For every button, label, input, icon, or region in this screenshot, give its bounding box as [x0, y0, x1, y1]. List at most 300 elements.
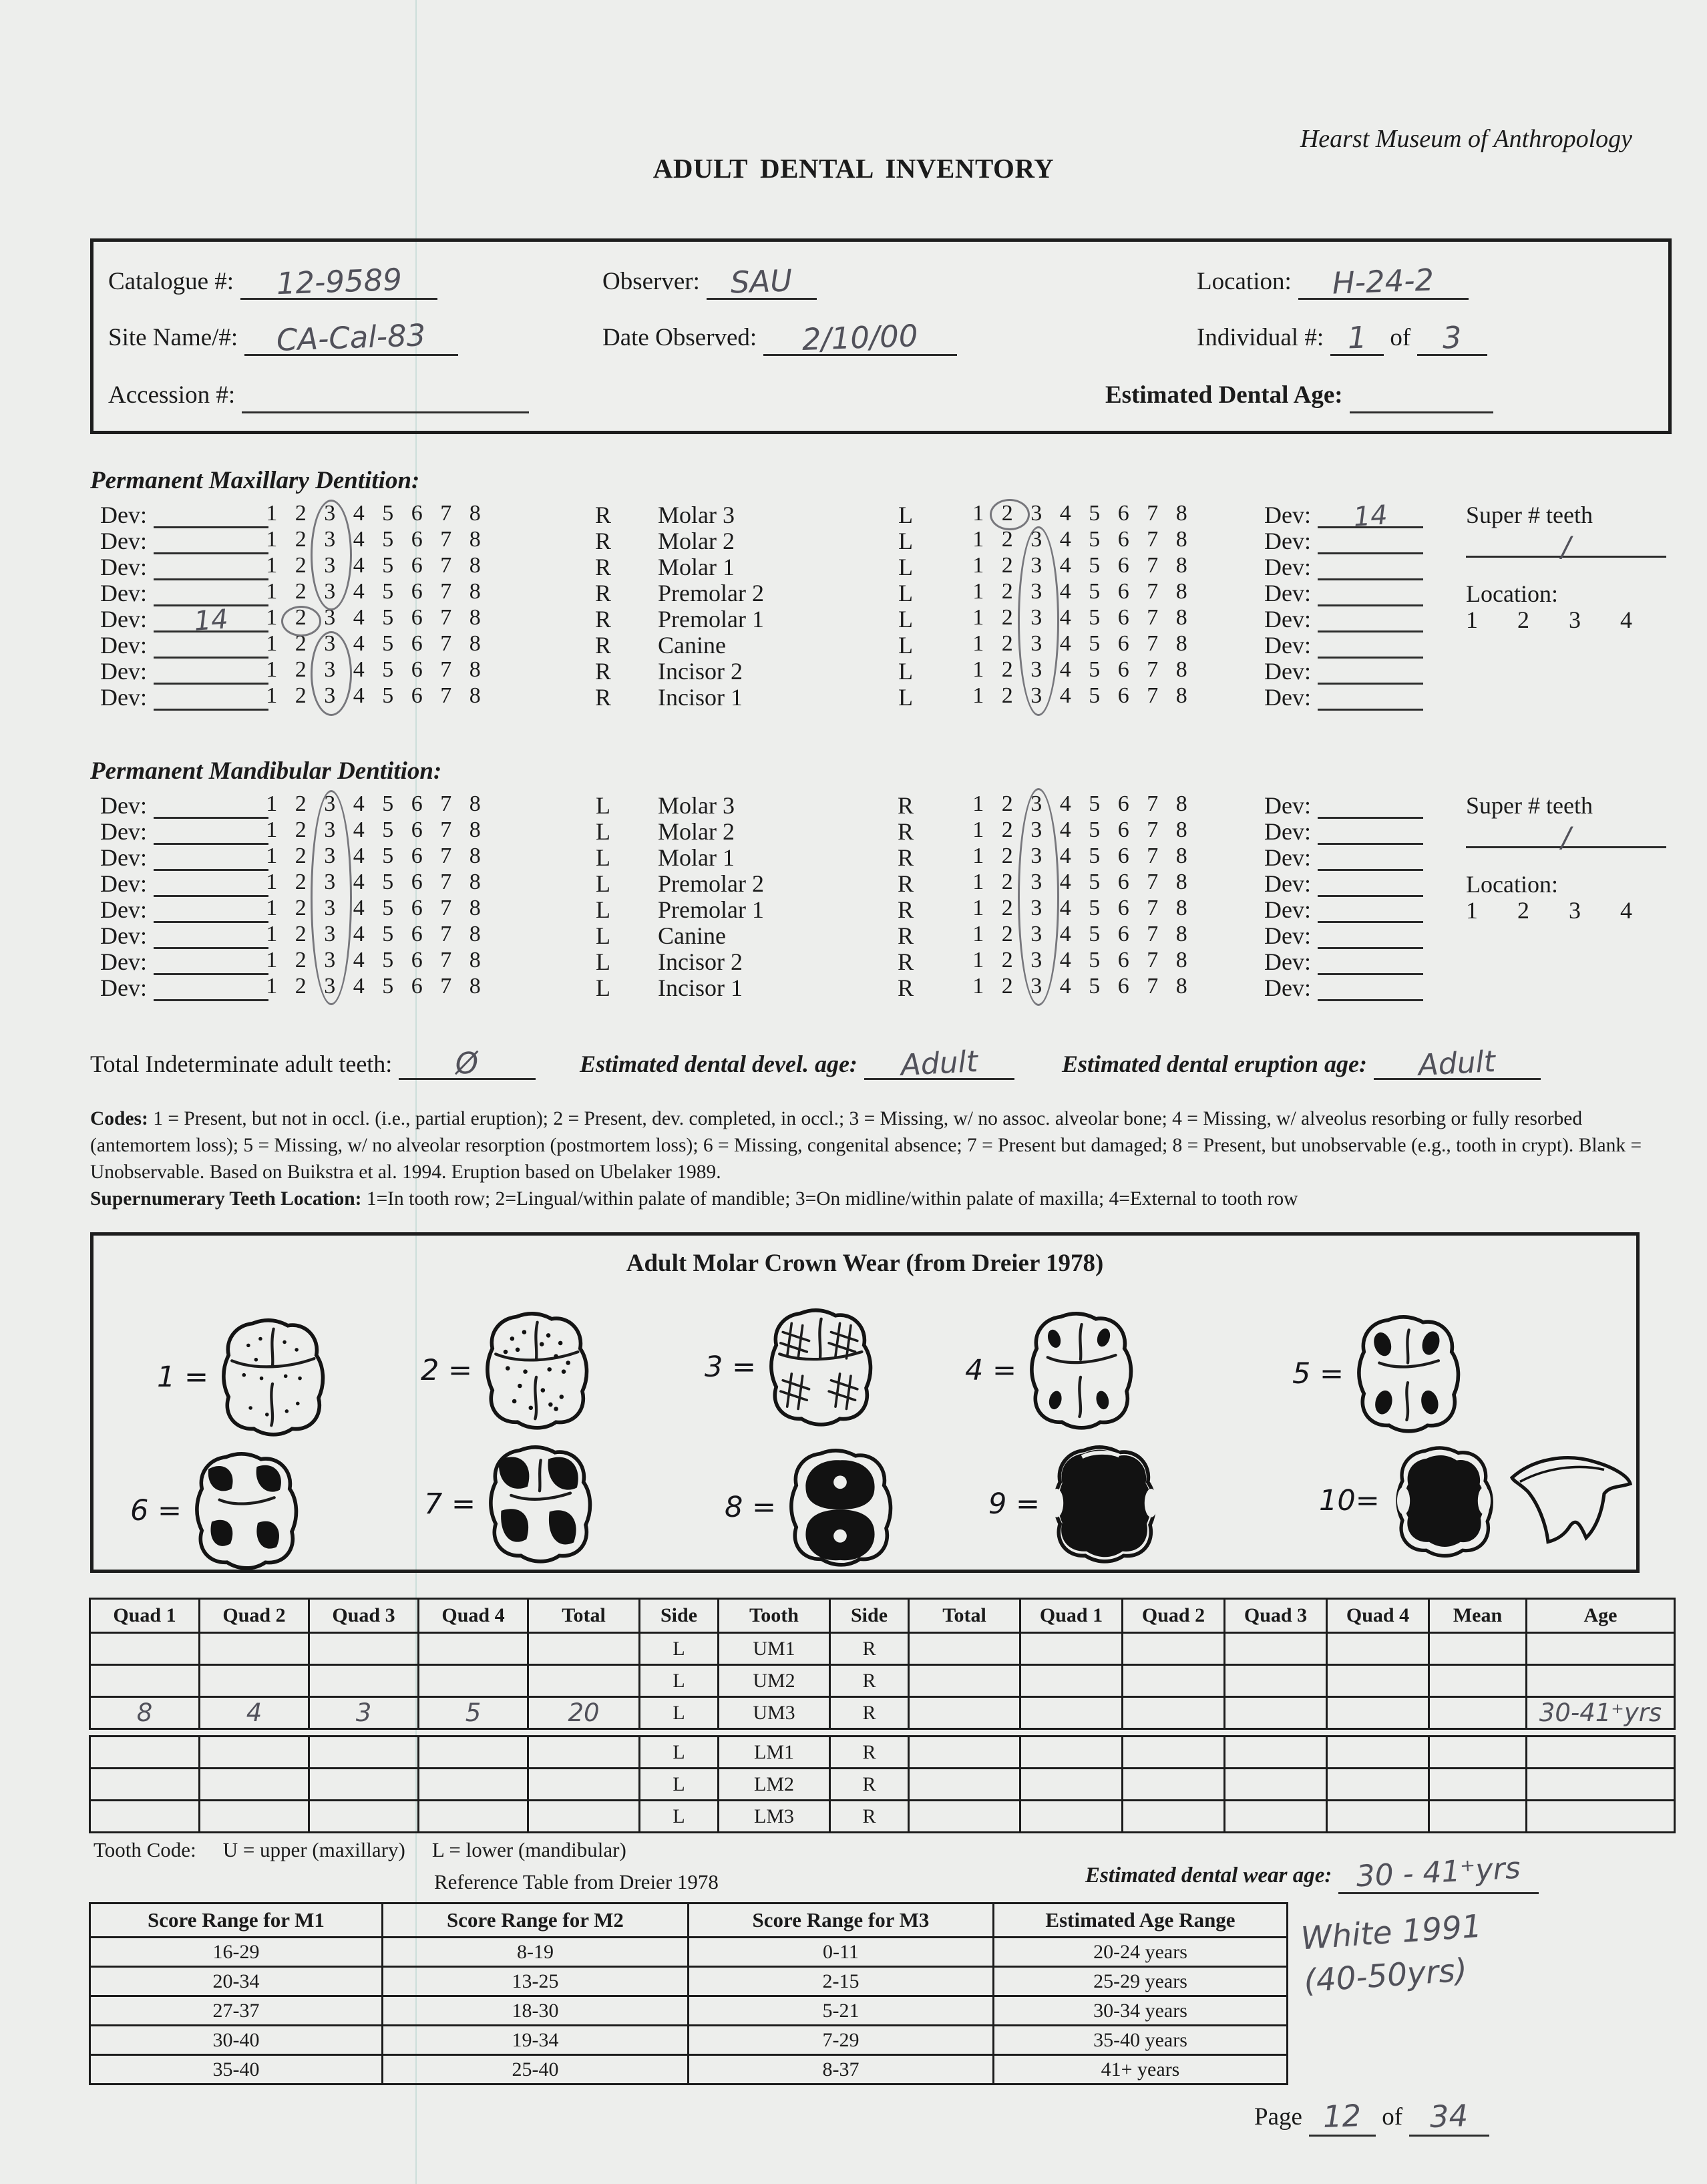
code-digit: 4 [1059, 501, 1071, 526]
code-digit: 6 [411, 527, 423, 552]
code-digit: 7 [1147, 844, 1159, 868]
code-digit: 8 [469, 683, 481, 708]
wear-score-table-lower [89, 1735, 1676, 1833]
code-digit: 6 [1117, 605, 1129, 630]
table-cell: R [830, 1769, 909, 1801]
table-cell [1327, 1737, 1429, 1769]
code-digit: 7 [1147, 896, 1159, 920]
code-digit: 1 [266, 817, 278, 842]
code-digit: 7 [440, 657, 452, 682]
code-digit: 3 [1030, 553, 1042, 578]
code-digit: 7 [440, 605, 452, 630]
dev-value: 14 [192, 604, 229, 637]
table-cell [1429, 1665, 1527, 1697]
code-digit: 1 [972, 896, 984, 920]
code-digit: 8 [1175, 896, 1187, 920]
code-digit: 2 [1001, 844, 1013, 868]
code-digit: 8 [1175, 922, 1187, 946]
code-digit: 4 [1059, 605, 1071, 630]
table-cell [1327, 1697, 1429, 1729]
dev-blank [154, 875, 268, 897]
super-teeth-blank [1466, 530, 1666, 563]
dev-field [100, 501, 268, 529]
table-cell: UM3 [719, 1697, 830, 1729]
code-digit: 5 [1089, 844, 1101, 868]
wear-grade-6 [130, 1449, 302, 1572]
maxillary-section [90, 466, 1693, 741]
code-digit: 5 [1089, 948, 1101, 972]
pencil-oval [1018, 526, 1059, 716]
reference-table-title: Reference Table from Dreier 1978 [434, 1870, 719, 1893]
code-scale [257, 683, 490, 709]
code-digit: 4 [1059, 579, 1071, 604]
dev-label: Dev: [100, 580, 147, 606]
code-digit: 6 [1117, 657, 1129, 682]
code-digit: 3 [1030, 631, 1042, 656]
dev-blank [1318, 610, 1423, 632]
code-scale [964, 870, 1196, 895]
molar-wear-2-icon [480, 1309, 592, 1432]
code-digit: 1 [972, 657, 984, 682]
tooth-name: Molar 1 [658, 844, 735, 871]
table-cell [1225, 1801, 1327, 1833]
table-cell [200, 1769, 309, 1801]
table-cell: 2-15 [689, 1967, 994, 1996]
dev-field [1264, 791, 1423, 820]
code-digit: 6 [411, 974, 423, 998]
code-digit: 1 [972, 844, 984, 868]
wear-grade-label: 1 = [157, 1360, 209, 1394]
code-digit: 5 [382, 791, 394, 816]
dev-label: Dev: [100, 974, 147, 1001]
code-digit: 7 [440, 922, 452, 946]
table-row [90, 1665, 1675, 1697]
code-scale [257, 657, 490, 683]
code-digit: 2 [295, 791, 307, 816]
code-digit: 5 [1089, 922, 1101, 946]
tooth-name: Incisor 1 [658, 974, 743, 1001]
code-digit: 8 [1175, 657, 1187, 682]
code-digit: 8 [469, 657, 481, 682]
table-cell: 20 [528, 1697, 640, 1729]
table-cell [1020, 1633, 1123, 1665]
code-digit: 3 [1030, 896, 1042, 920]
code-digit: 6 [411, 870, 423, 894]
molar-wear-8-icon [784, 1446, 896, 1569]
code-digit: 2 [295, 817, 307, 842]
eruption-age-label: Estimated dental eruption age: [1062, 1051, 1368, 1077]
table-cell [1527, 1665, 1675, 1697]
wear-grade-5 [1292, 1312, 1464, 1435]
dev-blank [154, 901, 268, 923]
side-letter: L [898, 684, 913, 711]
table-cell [1225, 1697, 1327, 1729]
dev-value: 14 [1352, 500, 1388, 533]
individual-total: 3 [1442, 319, 1463, 356]
code-digit: 6 [1117, 501, 1129, 526]
pencil-oval [311, 631, 352, 716]
dev-blank [154, 797, 268, 819]
code-digit: 8 [469, 791, 481, 816]
table-cell [909, 1697, 1020, 1729]
code-digit: 5 [382, 870, 394, 894]
dev-field [100, 922, 268, 950]
column-header: Quad 2 [200, 1599, 309, 1633]
code-digit: 8 [469, 922, 481, 946]
tooth-name: Molar 2 [658, 528, 735, 554]
table-cell [1123, 1801, 1225, 1833]
code-digit: 6 [1117, 791, 1129, 816]
column-header: Score Range for M3 [689, 1903, 994, 1938]
header-box [90, 238, 1672, 434]
dreier-reference-table [89, 1902, 1288, 2085]
dev-field [1264, 657, 1423, 685]
dev-label: Dev: [1264, 974, 1311, 1001]
side-letter: L [898, 528, 913, 554]
dev-field [100, 974, 268, 1002]
pencil-circle [990, 499, 1030, 530]
tooth-code-line [93, 1838, 626, 1862]
side-letter: L [898, 658, 913, 685]
code-digit: 2 [295, 896, 307, 920]
code-digit: 1 [972, 948, 984, 972]
tooth-name: Molar 2 [658, 818, 735, 845]
code-digit: 2 [295, 605, 307, 630]
code-digit: 7 [1147, 817, 1159, 842]
dev-label: Dev: [100, 922, 147, 949]
code-digit: 7 [440, 553, 452, 578]
dev-blank [1318, 875, 1423, 897]
site-label: Site Name/#: [108, 324, 238, 351]
code-digit: 8 [1175, 844, 1187, 868]
dev-field [100, 870, 268, 898]
pencil-oval [311, 790, 352, 1005]
code-digit: 3 [1030, 791, 1042, 816]
table-cell [1225, 1769, 1327, 1801]
dev-blank [154, 927, 268, 949]
super-location-scale [1466, 896, 1673, 924]
dev-label: Dev: [1264, 896, 1311, 923]
code-scale [964, 922, 1196, 947]
code-digit: 6 [1117, 922, 1129, 946]
wear-grade-2 [421, 1309, 592, 1432]
dev-field [1264, 553, 1423, 581]
tooth-name: Premolar 1 [658, 606, 764, 632]
dev-blank [1318, 636, 1423, 659]
side-letter: R [897, 844, 914, 871]
code-digit: 2 [295, 922, 307, 946]
table-cell [1327, 1665, 1429, 1697]
code-digit: 2 [1001, 501, 1013, 526]
code-digit: 4 [1059, 844, 1071, 868]
super-teeth-value: / [1561, 530, 1571, 563]
table-cell [309, 1737, 419, 1769]
table-cell: 20-34 [90, 1967, 383, 1996]
codes-paragraph [90, 1105, 1656, 1186]
code-digit: 1 [972, 791, 984, 816]
table-cell: LM1 [719, 1737, 830, 1769]
super-teeth-blank [1466, 821, 1666, 854]
code-digit: 6 [1117, 683, 1129, 708]
table-cell [1020, 1801, 1123, 1833]
code-digit: 2 [1517, 897, 1529, 924]
dev-blank [154, 953, 268, 975]
code-digit: 5 [382, 527, 394, 552]
side-letter: L [596, 974, 610, 1001]
side-letter: L [596, 870, 610, 897]
code-scale [964, 948, 1196, 973]
code-digit: 4 [353, 527, 365, 552]
wear-grade-label: 5 = [1292, 1357, 1344, 1391]
code-digit: 4 [1059, 683, 1071, 708]
table-cell [1123, 1737, 1225, 1769]
table-row [90, 1737, 1675, 1769]
super-teeth-value: / [1561, 821, 1571, 854]
code-digit: 3 [1030, 844, 1042, 868]
supernumerary-label: Supernumerary Teeth Location: [90, 1188, 362, 1210]
score-table [89, 1598, 1676, 1730]
molar-wear-3-icon [764, 1306, 876, 1429]
code-digit: 3 [1030, 605, 1042, 630]
code-digit: 3 [1030, 922, 1042, 946]
molar-wear-1-icon [216, 1316, 329, 1439]
table-cell [909, 1633, 1020, 1665]
code-digit: 6 [1117, 817, 1129, 842]
dev-label: Dev: [100, 896, 147, 923]
code-digit: 4 [1059, 553, 1071, 578]
table-cell [528, 1633, 640, 1665]
code-digit: 5 [1089, 657, 1101, 682]
code-digit: 3 [324, 683, 336, 708]
code-digit: 5 [382, 579, 394, 604]
dev-blank [154, 823, 268, 845]
individual-field [1197, 319, 1487, 356]
table-cell [1225, 1633, 1327, 1665]
table-cell [1123, 1769, 1225, 1801]
column-header: Total [909, 1599, 1020, 1633]
side-letter: R [594, 502, 611, 528]
code-digit: 4 [353, 922, 365, 946]
eruption-age-blank [1374, 1045, 1541, 1083]
code-digit: 3 [1030, 657, 1042, 682]
table-cell [419, 1737, 528, 1769]
code-digit: 7 [440, 974, 452, 998]
table-cell [1527, 1633, 1675, 1665]
code-digit: 1 [266, 657, 278, 682]
code-digit: 5 [1089, 501, 1101, 526]
code-digit: 7 [1147, 657, 1159, 682]
table-cell [1225, 1665, 1327, 1697]
side-letter: R [594, 606, 611, 632]
code-digit: 2 [295, 631, 307, 656]
table-cell: R [830, 1801, 909, 1833]
code-digit: 6 [411, 817, 423, 842]
code-digit: 7 [440, 896, 452, 920]
code-digit: 2 [1001, 896, 1013, 920]
dev-field [100, 896, 268, 924]
observer-value: SAU [730, 262, 793, 301]
code-digit: 2 [295, 948, 307, 972]
dev-blank [1318, 979, 1423, 1001]
code-digit: 5 [382, 844, 394, 868]
code-digit: 1 [266, 974, 278, 998]
code-digit: 1 [972, 501, 984, 526]
code-digit: 5 [382, 631, 394, 656]
code-digit: 4 [353, 631, 365, 656]
dev-label: Dev: [100, 844, 147, 871]
code-digit: 7 [440, 791, 452, 816]
pencil-oval [311, 500, 352, 610]
tooth-code-upper: U = upper (maxillary) [222, 1838, 405, 1861]
code-digit: 2 [295, 579, 307, 604]
wear-age-label: Estimated dental wear age: [1085, 1863, 1332, 1887]
table-cell [419, 1633, 528, 1665]
table-cell [909, 1665, 1020, 1697]
individual-total-blank [1417, 319, 1487, 356]
code-digit: 8 [1175, 870, 1187, 894]
table-cell [309, 1665, 419, 1697]
side-letter: L [596, 844, 610, 871]
side-letter: R [594, 554, 611, 580]
side-letter: L [898, 580, 913, 606]
code-digit: 7 [1147, 922, 1159, 946]
side-letter: R [594, 528, 611, 554]
table-cell [1429, 1769, 1527, 1801]
wear-age-field [1085, 1851, 1539, 1894]
code-digit: 2 [1001, 870, 1013, 894]
code-digit: 5 [382, 922, 394, 946]
code-digit: 3 [324, 501, 336, 526]
code-digit: 4 [1620, 897, 1632, 924]
code-digit: 5 [1089, 974, 1101, 998]
code-digit: 3 [324, 631, 336, 656]
code-digit: 3 [324, 922, 336, 946]
dev-label: Dev: [1264, 632, 1311, 659]
code-digit: 4 [1059, 657, 1071, 682]
column-header: Mean [1429, 1599, 1527, 1633]
code-digit: 5 [1089, 896, 1101, 920]
table-cell [90, 1801, 200, 1833]
code-digit: 8 [469, 896, 481, 920]
code-digit: 2 [1001, 974, 1013, 998]
code-scale [964, 683, 1196, 709]
table-cell: UM2 [719, 1665, 830, 1697]
note-line: White 1991 [1300, 1907, 1483, 1958]
code-digit: 4 [353, 870, 365, 894]
tooth-name: Canine [658, 922, 726, 949]
code-digit: 5 [1089, 605, 1101, 630]
dev-blank [154, 636, 268, 659]
column-header: Total [528, 1599, 640, 1633]
side-letter: R [897, 792, 914, 819]
dev-label: Dev: [1264, 606, 1311, 632]
code-scale [964, 844, 1196, 869]
table-row [90, 2055, 1288, 2084]
code-scale [257, 791, 490, 817]
code-digit: 5 [1089, 683, 1101, 708]
site-field [108, 317, 458, 358]
code-digit: 4 [353, 844, 365, 868]
column-header: Estimated Age Range [994, 1903, 1288, 1938]
code-digit: 1 [1466, 897, 1478, 924]
dev-field [100, 683, 268, 711]
location-field [1197, 262, 1469, 301]
indeterminate-blank [399, 1046, 536, 1081]
code-digit: 3 [1030, 501, 1042, 526]
note-line: (40-50yrs) [1302, 1952, 1469, 2000]
table-cell: 35-40 years [994, 2026, 1288, 2055]
code-digit: 5 [1089, 527, 1101, 552]
devel-age-label: Estimated dental devel. age: [580, 1051, 858, 1077]
table-cell [528, 1801, 640, 1833]
dev-blank [1318, 849, 1423, 871]
code-scale [257, 948, 490, 973]
code-digit: 1 [972, 922, 984, 946]
code-digit: 7 [1147, 631, 1159, 656]
code-digit: 7 [440, 631, 452, 656]
super-location-scale [1466, 606, 1673, 634]
dev-field [1264, 922, 1423, 950]
score-table [89, 1735, 1676, 1833]
column-header: Side [830, 1599, 909, 1633]
wear-grade-label: 7 = [424, 1487, 476, 1521]
molar-wear-box [90, 1232, 1640, 1573]
code-digit: 6 [1117, 896, 1129, 920]
table-cell: L [640, 1697, 719, 1729]
code-digit: 4 [1059, 948, 1071, 972]
dev-label: Dev: [100, 792, 147, 819]
code-digit: 3 [1030, 683, 1042, 708]
table-cell [419, 1665, 528, 1697]
dev-field [100, 579, 268, 607]
observer-label: Observer: [602, 268, 700, 295]
code-digit: 8 [469, 844, 481, 868]
maxillary-title: Permanent Maxillary Dentition: [90, 467, 420, 494]
code-digit: 5 [1089, 791, 1101, 816]
totals-line [90, 1045, 1693, 1090]
supernumerary-paragraph [90, 1186, 1656, 1212]
code-scale [964, 527, 1196, 552]
dev-label: Dev: [100, 632, 147, 659]
observer-blank [707, 262, 817, 301]
code-digit: 7 [1147, 974, 1159, 998]
code-scale [257, 501, 490, 526]
dev-field [1264, 817, 1423, 846]
wear-grade-label: 3 = [705, 1350, 757, 1384]
side-letter: R [897, 870, 914, 897]
side-letter: R [897, 948, 914, 975]
code-digit: 7 [440, 844, 452, 868]
code-digit: 6 [411, 657, 423, 682]
table-cell [1327, 1801, 1429, 1833]
table-cell [1123, 1665, 1225, 1697]
code-digit: 4 [1059, 527, 1071, 552]
dev-blank [1318, 927, 1423, 949]
code-digit: 8 [469, 553, 481, 578]
individual-value: 1 [1346, 319, 1368, 356]
code-digit: 4 [353, 974, 365, 998]
code-digit: 3 [1030, 579, 1042, 604]
table-cell: L [640, 1737, 719, 1769]
code-digit: 1 [266, 870, 278, 894]
dev-field [100, 631, 268, 659]
table-cell: 3 [309, 1697, 419, 1729]
table-cell: LM2 [719, 1769, 830, 1801]
code-scale [257, 870, 490, 895]
table-cell [309, 1633, 419, 1665]
code-digit: 5 [382, 657, 394, 682]
code-digit: 3 [1569, 606, 1581, 633]
